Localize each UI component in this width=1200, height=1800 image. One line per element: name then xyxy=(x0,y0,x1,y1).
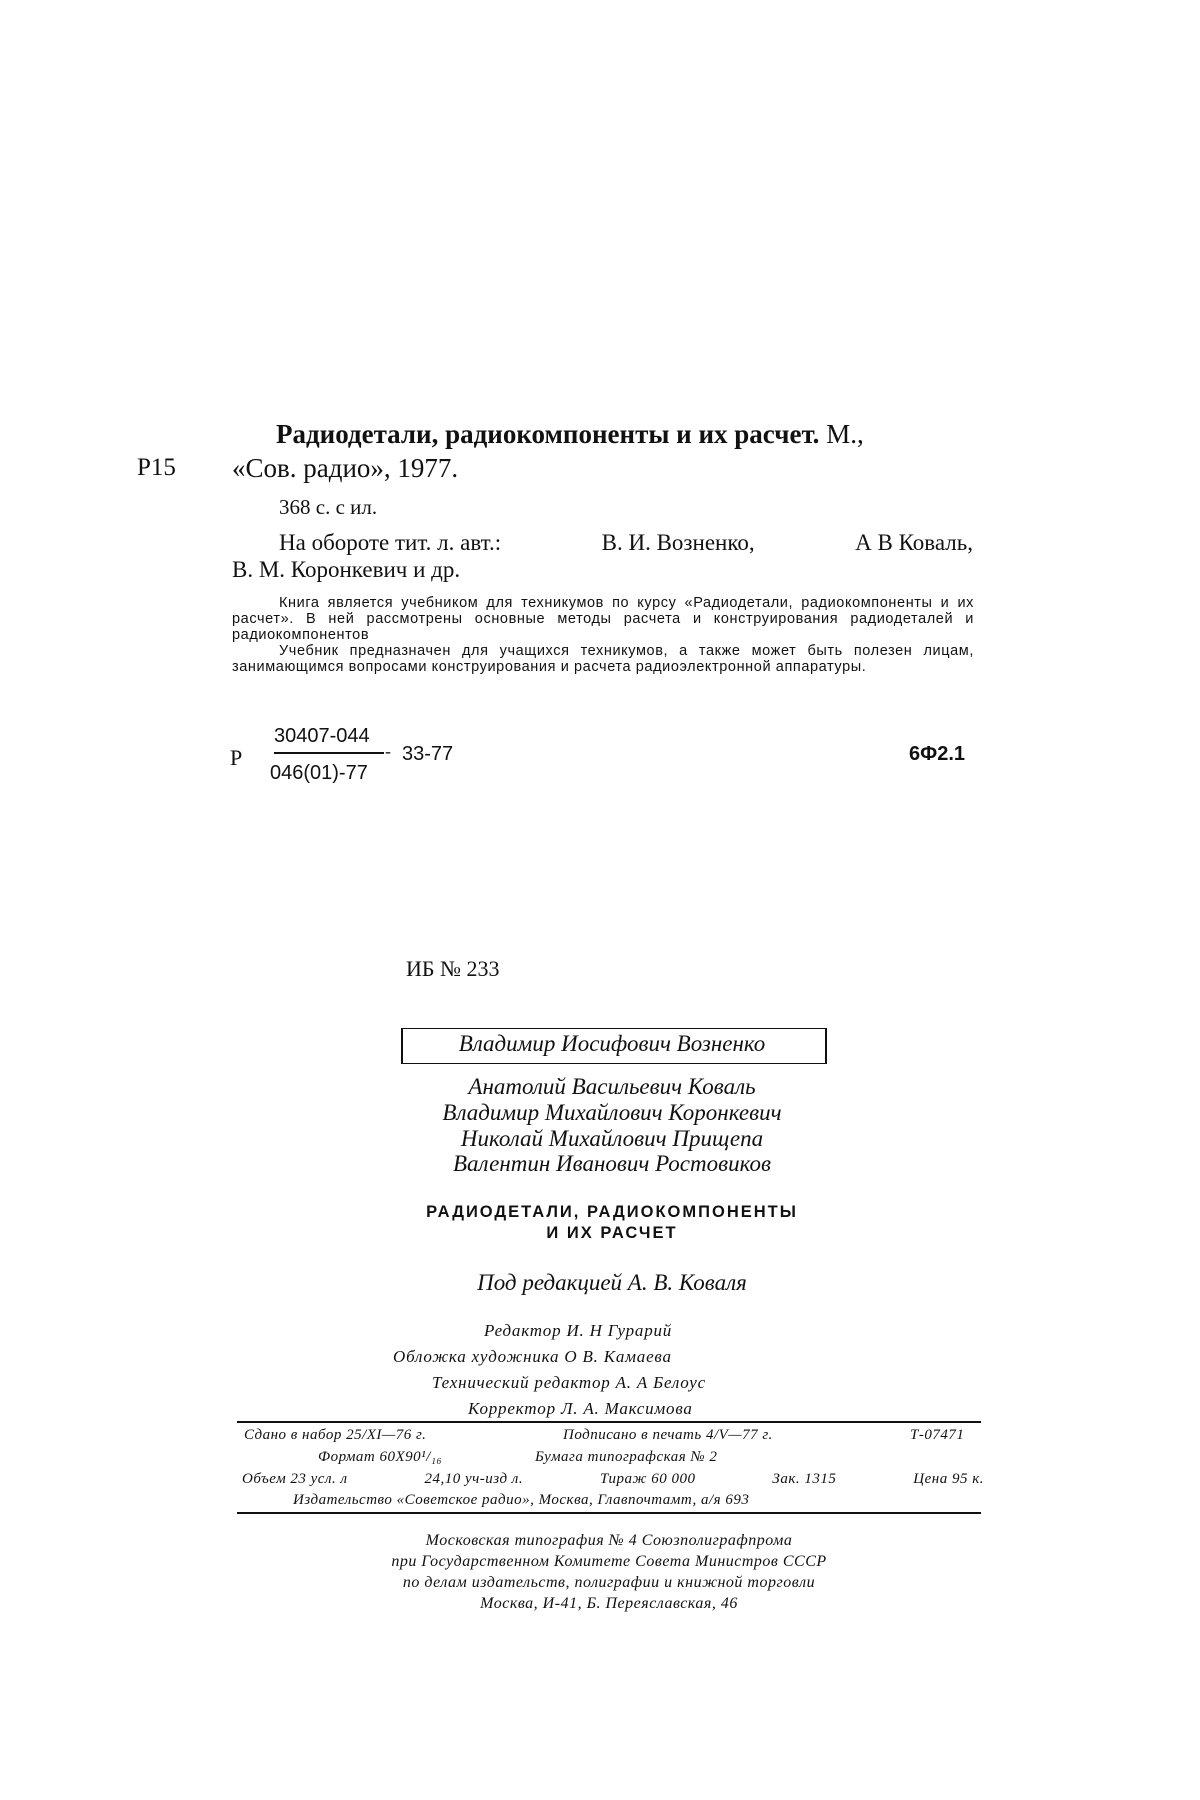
index-denominator: 046(01)-77 xyxy=(270,762,368,785)
proofreader-credit: Корректор Л. А. Максимова xyxy=(468,1399,693,1419)
index-letter: Р xyxy=(230,745,242,771)
book-title-main: Радиодетали, радиокомпоненты и их расчет. xyxy=(276,419,819,449)
call-code: Р15 xyxy=(137,454,176,482)
publisher-address: Издательство «Советское радио», Москва, Главпочтамт, а/я 693 xyxy=(293,1492,749,1509)
order-number: Зак. 1315 xyxy=(772,1471,836,1488)
page-count: 368 с. с ил. xyxy=(279,495,377,520)
tech-editor-credit: Технический редактор А. А Белоус xyxy=(432,1373,706,1393)
divider-bottom xyxy=(237,1512,981,1514)
authors-line xyxy=(279,530,973,556)
book-title xyxy=(276,419,864,450)
author-name: Владимир Михайлович Коронкевич xyxy=(380,1100,844,1126)
format: Формат 60Х90¹/₁₆ xyxy=(318,1449,442,1466)
author-name: Николай Михайлович Прищепа xyxy=(380,1126,844,1152)
printer-line-2: при Государственном Комитете Совета Министров СССР xyxy=(237,1553,981,1571)
annotation-paragraph-1: Книга является учебником для техникумов по курсу «Радиодетали, радиокомпоненты и их расчет». В ней рассмотрены основные методы расчета и конструирования радиодеталей и радиокомпонентов xyxy=(232,595,974,643)
print-code: Т-07471 xyxy=(910,1427,964,1444)
publisher-year: «Сов. радио», 1977. xyxy=(232,453,458,484)
index-suffix: 33-77 xyxy=(402,743,453,766)
author-2: А В Коваль, xyxy=(855,530,973,556)
volume-2: 24,10 уч-изд л. xyxy=(424,1471,523,1488)
annotation-paragraph-2: Учебник предназначен для учащихся техникумов, а также может быть полезен лицам, занимающимся вопросами конструирования и расчета радиоэлектронной аппаратуры. xyxy=(232,643,974,675)
author-name: Валентин Иванович Ростовиков xyxy=(380,1151,844,1177)
authors-prefix: На обороте тит. л. авт.: xyxy=(279,530,501,556)
classification-code: 6Ф2.1 xyxy=(909,743,965,766)
index-fraction-line xyxy=(274,752,384,754)
submitted-date: Сдано в набор 25/XI—76 г. xyxy=(244,1427,426,1444)
divider-top xyxy=(237,1421,981,1423)
index-numerator: 30407-044 xyxy=(274,725,370,748)
index-dash: - xyxy=(385,741,391,762)
author-name: Анатолий Васильевич Коваль xyxy=(380,1074,844,1100)
annotation xyxy=(232,595,974,675)
editor-credit: Редактор И. Н Гурарий xyxy=(484,1321,672,1341)
printer-line-4: Москва, И-41, Б. Переяславская, 46 xyxy=(237,1595,981,1613)
ib-number: ИБ № 233 xyxy=(406,956,500,982)
volume: Объем 23 усл. л xyxy=(242,1471,348,1488)
printer-line-3: по делам издательств, полиграфии и книжной торговли xyxy=(237,1574,981,1592)
imprint-title-line-1: РАДИОДЕТАЛИ, РАДИОКОМПОНЕНТЫ xyxy=(380,1203,844,1222)
author-name: Владимир Иосифович Возненко xyxy=(380,1031,844,1057)
authors-line-2: В. М. Коронкевич и др. xyxy=(232,557,460,583)
book-title-city: М., xyxy=(826,419,864,449)
author-1: В. И. Возненко, xyxy=(602,530,755,556)
price: Цена 95 к. xyxy=(913,1471,984,1488)
cover-credit: Обложка художника О В. Камаева xyxy=(393,1347,672,1367)
paper: Бумага типографская № 2 xyxy=(535,1449,717,1466)
volume-line xyxy=(242,1471,984,1488)
imprint-title-line-2: И ИХ РАСЧЕТ xyxy=(380,1224,844,1243)
printer-line-1: Московская типография № 4 Союзполиграфпрома xyxy=(237,1532,981,1550)
signed-date: Подписано в печать 4/V—77 г. xyxy=(563,1427,773,1444)
edited-by: Под редакцией А. В. Коваля xyxy=(380,1270,844,1296)
print-run: Тираж 60 000 xyxy=(600,1471,695,1488)
